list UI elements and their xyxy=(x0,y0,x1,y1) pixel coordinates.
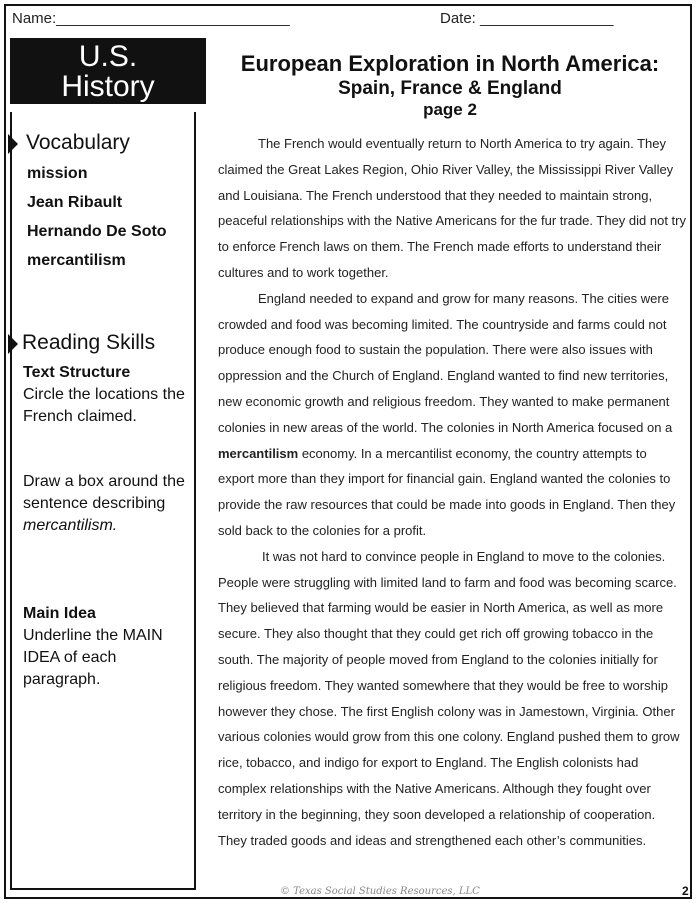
subject-line-2: History xyxy=(61,70,155,103)
reading-skills-title: Reading Skills xyxy=(22,331,156,354)
title-block xyxy=(206,50,694,120)
skill-head: Main Idea xyxy=(23,605,96,622)
subject-line-1: U.S. xyxy=(78,40,138,73)
paragraph-text: England needed to expand and grow for many reasons. The cities were crowded and food was becoming limited. The countryside and farms could not produce enough food to sustain the population. There were also issues with oppression and the Church of England. England wanted to find new territories, new economic growth and religious freedom. They wanted to make permanent colonies in new areas of the world. The colonies in North America focused on a xyxy=(218,290,673,435)
skill-text: Draw a box around the sentence describing xyxy=(23,473,185,512)
vocab-highlight: mercantilism xyxy=(218,445,299,461)
vocabulary-title: Vocabulary xyxy=(26,131,130,154)
page-title: European Exploration in North America: xyxy=(240,51,660,76)
reading-passage xyxy=(218,131,686,853)
paragraph-1: The French would eventually return to North America to try again. They claimed the Great Lakes Region, Ohio River Valley, the Mississippi River Valley and Louisiana. The French understood that they needed to maintain strong, peaceful relationships with the Native Americans for the fur trade. They did not try to enforce French laws on them. The French made efforts to understand their cultures and to work together. xyxy=(218,136,686,280)
worksheet-header xyxy=(10,8,690,32)
subject-banner xyxy=(10,38,206,104)
vocab-item: mission xyxy=(27,165,88,182)
vocab-item: mercantilism xyxy=(27,252,126,269)
vocab-item: Hernando De Soto xyxy=(27,223,167,240)
vocabulary-list xyxy=(27,163,167,279)
reading-skills-marker-icon xyxy=(8,334,18,354)
skill-head: Text Structure xyxy=(23,364,131,381)
paragraph-text: economy. In a mercantilist economy, the country attempts to export more than they import for financial gain. England wanted the colonies to provide the raw resources that could be made into goods in England. Then they sold back to the colonies for a profit. xyxy=(218,445,676,538)
paragraph-3: It was not hard to convince people in England to move to the colonies. People were struggling with limited land to farm and food was becoming scarce. They believed that farming would be easier in North America, as well as more secure. They also thought that they could get rich off growing tobacco in the south. The majority of people moved from England to the colonies initially for religious freedom. They wanted somewhere that they would be free to worship however they chose. The first English colony was in Jamestown, Virginia. Other various colonies would grow from this one colony. England pushed them to grow rice, tobacco, and indigo for export to England. The English colonists had complex relationships with the Native Americans. Although they fought over territory in the beginning, they soon developed a relationship of cooperation. They traded goods and ideas and strengthened each other’s communities. xyxy=(218,548,680,848)
skill-text-emphasis: mercantilism. xyxy=(23,517,118,534)
vocabulary-marker-icon xyxy=(8,134,18,154)
date-field[interactable]: Date: ________________ xyxy=(440,10,614,27)
copyright-notice: © Texas Social Studies Resources, LLC xyxy=(280,886,480,897)
page-subtitle: Spain, France & England xyxy=(338,78,562,99)
skill-text: Underline the MAIN IDEA of each paragraph. xyxy=(23,627,163,688)
name-field[interactable]: Name:____________________________ xyxy=(12,10,290,27)
page-number: 2 xyxy=(682,884,689,898)
page-indicator: page 2 xyxy=(423,100,477,119)
skill-text: Circle the locations the French claimed. xyxy=(23,386,185,425)
skill-main-idea xyxy=(23,603,191,691)
skill-box-sentence xyxy=(23,471,191,537)
vocab-item: Jean Ribault xyxy=(27,194,123,211)
paragraph-2 xyxy=(218,286,686,544)
skill-text-structure xyxy=(23,362,191,428)
